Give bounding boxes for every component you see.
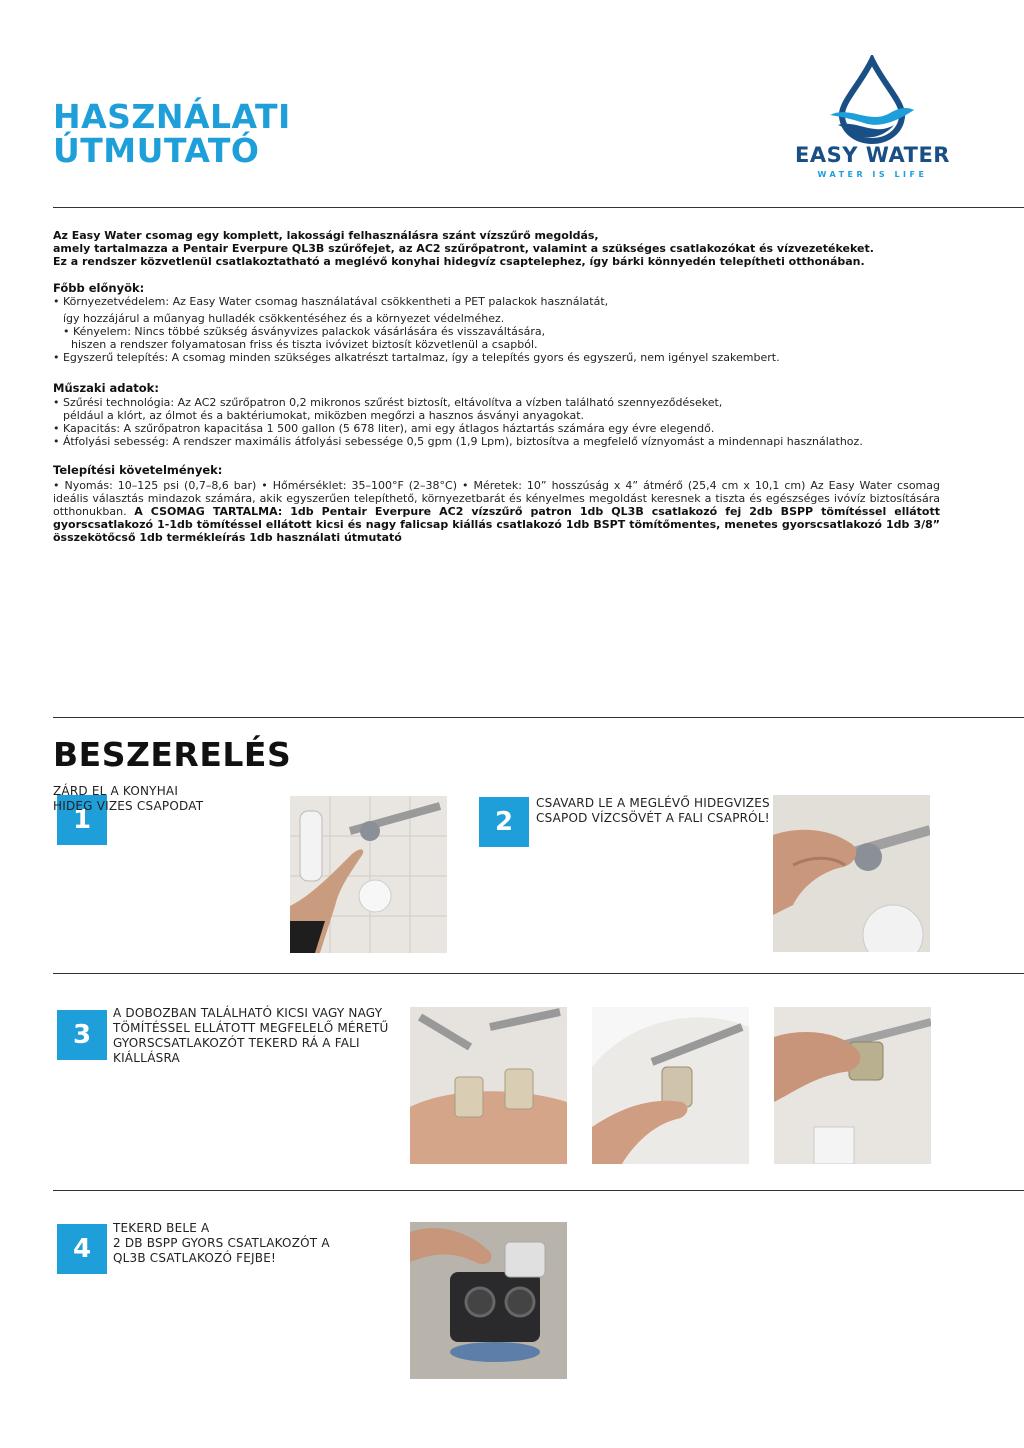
install-req-paragraph: [53, 479, 940, 544]
divider: [53, 717, 1024, 718]
intro-line: Az Easy Water csomag egy komplett, lakossági felhasználásra szánt vízszűrő megoldás,: [53, 229, 599, 242]
step-1-text: [53, 784, 203, 814]
divider: [53, 207, 1024, 208]
step-text-line: HIDEG VIZES CSAPODAT: [53, 799, 204, 813]
spec-line: például a klórt, az ólmot és a baktériumokat, miközben megőrzi a hasznos ásványi anyagokat.: [63, 409, 585, 422]
spec-line: • Átfolyási sebesség: A rendszer maximális átfolyási sebessége 0,5 gpm (1,9 Lpm), biztosítva a megfelelő víznyomást a mindennapi használathoz.: [53, 435, 863, 448]
step-3-photo-b: [592, 1007, 749, 1164]
step-4-text: [113, 1221, 330, 1266]
install-req-text: • Nyomás: 10–125 psi (0,7–8,6 bar) • Hőmérséklet: 35–100°F (2–38°C) • Méretek: 10” hosszúság x 4” átmérő (25,4 cm x 10,1 cm) Az Easy Water csomag ideális választás mindazok számára, akik egyszerűen telepíthető, környezetbarát és kényelmes megoldást keresnek a tiszta és egészséges ivóvíz biztosítására otthonukban.: [53, 479, 940, 518]
step-2-photo: [773, 795, 930, 952]
step-2-text: [536, 796, 770, 826]
step-text-line: 2 DB BSPP GYORS CSATLAKOZÓT A: [113, 1236, 330, 1250]
title-line-2: ÚTMUTATÓ: [53, 131, 260, 170]
step-4-badge: 4: [57, 1224, 107, 1274]
step-text-line: TEKERD BELE A: [113, 1221, 210, 1235]
step-text-line: TÖMÍTÉSSEL ELLÁTOTT MEGFELELŐ MÉRETŰ: [113, 1021, 389, 1035]
benefits-heading: Főbb előnyök:: [53, 281, 145, 295]
logo-name: EASY WATER: [795, 143, 950, 167]
intro-line: amely tartalmazza a Pentair Everpure QL3B szűrőfejet, az AC2 szűrőpatront, valamint a szükséges csatlakozókat és vízvezetékeket.: [53, 242, 874, 255]
step-text-line: KIÁLLÁSRA: [113, 1051, 180, 1065]
step-text-line: A DOBOZBAN TALÁLHATÓ KICSI VAGY NAGY: [113, 1006, 383, 1020]
spec-line: • Szűrési technológia: Az AC2 szűrőpatron 0,2 mikronos szűrést biztosít, eltávolítva a vízben található szennyeződéseket,: [53, 396, 723, 409]
step-3-badge: 3: [57, 1010, 107, 1060]
water-drop-logo-icon: [790, 55, 955, 145]
benefit-line: • Környezetvédelem: Az Easy Water csomag használatával csökkentheti a PET palackok használatát,: [53, 295, 609, 308]
step-text-line: QL3B CSATLAKOZÓ FEJBE!: [113, 1251, 276, 1265]
step-text-line: CSAVARD LE A MEGLÉVŐ HIDEGVIZES: [536, 796, 770, 810]
specs-heading: Műszaki adatok:: [53, 381, 159, 395]
intro-paragraph: [53, 229, 953, 268]
package-contents: A CSOMAG TARTALMA: 1db Pentair Everpure AC2 vízszűrő patron 1db QL3B csatlakozó fej 2db BSPP tömítéssel ellátott gyorscsatlakozó 1-1db tömítéssel ellátott kicsi és nagy falicsap kiállás csatlakozó 1db BSPT tömítőmentes, menetes gyorscsatlakozó 1db 3/8” összekötőcső 1db termékleírás 1db használati útmutató: [53, 505, 941, 544]
intro-line: Ez a rendszer közvetlenül csatlakoztatható a meglévő konyhai hidegvíz csaptelephez, így bárki könnyedén telepítheti otthonában.: [53, 255, 865, 268]
benefit-line: • Egyszerű telepítés: A csomag minden szükséges alkatrészt tartalmaz, így a telepítés gyors és egyszerű, nem igényel szakembert.: [53, 351, 780, 364]
specs-list: [53, 396, 863, 448]
step-text-line: CSAPOD VÍZCSÖVÉT A FALI CSAPRÓL!: [536, 811, 770, 825]
step-3-text: [113, 1006, 389, 1066]
step-text-line: GYORSCSATLAKOZÓT TEKERD RÁ A FALI: [113, 1036, 360, 1050]
benefit-line: hiszen a rendszer folyamatosan friss és tiszta ivóvizet biztosít közvetlenül a csapból.: [71, 338, 538, 351]
installation-heading: BESZERELÉS: [53, 735, 292, 774]
page-title: [53, 97, 291, 170]
step-4-photo: [410, 1222, 567, 1379]
title-line-1: HASZNÁLATI: [53, 97, 291, 136]
divider: [53, 973, 1024, 974]
install-req-heading: Telepítési követelmények:: [53, 463, 223, 477]
logo-tagline: WATER IS LIFE: [817, 170, 928, 179]
step-3-photo-c: [774, 1007, 931, 1164]
benefits-list: [53, 295, 780, 364]
step-1-photo: [290, 796, 447, 953]
step-1-badge: 1: [57, 795, 107, 845]
step-2-badge: 2: [479, 797, 529, 847]
divider: [53, 1190, 1024, 1191]
step-text-line: ZÁRD EL A KONYHAI: [53, 784, 179, 798]
benefit-line: így hozzájárul a műanyag hulladék csökkentéséhez és a környezet védelméhez.: [63, 312, 505, 325]
spec-line: • Kapacitás: A szűrőpatron kapacitása 1 500 gallon (5 678 liter), ami egy átlagos háztartás számára egy évre elegendő.: [53, 422, 715, 435]
step-3-photo-a: [410, 1007, 567, 1164]
benefit-line: • Kényelem: Nincs többé szükség ásványvizes palackok vásárlására és visszaváltására,: [63, 325, 546, 338]
